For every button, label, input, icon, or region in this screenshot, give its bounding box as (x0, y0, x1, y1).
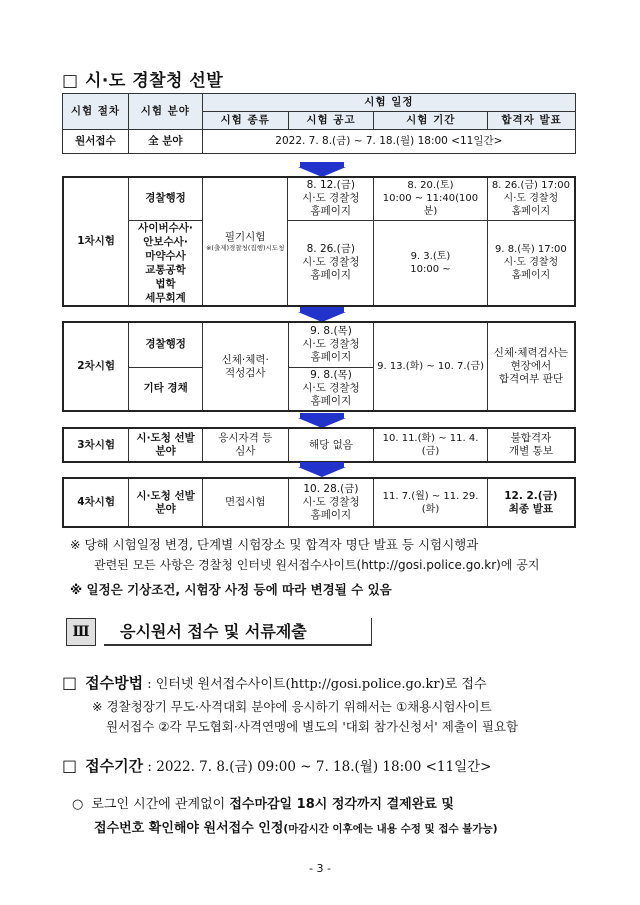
stage4-notice: 10. 28.(금) 시·도 경찰청 홈페이지 (288, 478, 374, 527)
note-1 (70, 535, 590, 575)
stage2-type: 신체·체력· 적성검사 (202, 322, 288, 411)
stage3-period: 10. 11.(화) ~ 11. 4.(금) (374, 428, 488, 462)
page-number: - 3 - (309, 862, 331, 875)
login-paragraph (72, 793, 592, 841)
stage2-field-b: 기타 경채 (129, 367, 203, 411)
method-text: : 인터넷 원서접수사이트(http://gosi.police.go.kr)로 접수 (143, 677, 487, 692)
period-box-icon: □ (62, 756, 78, 775)
stage1-period-a: 8. 20.(토) 10:00 ~ 11:40(100분) (374, 177, 488, 220)
stage3-result: 불합격자 개별 통보 (487, 428, 575, 462)
stage1-type-sub: ※(출제)경찰청(집행)시도청 (205, 243, 285, 252)
section-title: □ 시·도 경찰청 선발 (62, 71, 224, 91)
login-text-b: 접수마감일 18시 정각까지 결제완료 및 (229, 797, 454, 812)
header-notice: 시험 공고 (288, 112, 374, 130)
stage3-table (62, 427, 576, 463)
stage4-type: 면접시험 (202, 478, 288, 527)
stage2-result: 신체·체력검사는 현장에서 합격여부 판단 (487, 322, 575, 411)
header-field: 시험 분야 (128, 94, 202, 130)
method-note-line-1: ※ 경찰청장기 무도·사격대회 분야에 응시하기 위해서는 ①채용시험사이트 (92, 699, 492, 714)
method-box-icon: □ (62, 673, 78, 692)
login-line-1 (72, 793, 592, 817)
stage1-label: 1차시험 (63, 177, 129, 306)
stage2-notice-b: 9. 8.(목) 시·도 경찰청 홈페이지 (288, 367, 374, 411)
stage1-notice-a: 8. 12.(금) 시·도 경찰청 홈페이지 (288, 177, 374, 220)
stage3-field: 시·도청 선발 분야 (129, 428, 203, 462)
method-note-line-2: 원서접수 ②각 무도협회·사격연맹에 별도의 '대회 참가신청서' 제출이 필요함 (106, 719, 519, 734)
header-procedure: 시험 절차 (63, 94, 129, 130)
header-result: 합격자 발표 (488, 112, 576, 130)
application-period: 2022. 7. 8.(금) ~ 7. 18.(월) 18:00 <11일간> (202, 130, 575, 154)
period-line (62, 755, 491, 776)
stage4-table (62, 477, 576, 528)
stage2-field-a: 경찰행정 (129, 322, 203, 367)
stage1-result-b: 9. 8.(목) 17:00 시·도 경찰청 홈페이지 (487, 220, 575, 306)
section-numeral: Ⅲ (66, 618, 96, 646)
stage1-type (202, 177, 288, 306)
stage4-field: 시·도청 선발 분야 (129, 478, 203, 527)
section-3-title: 응시원서 접수 및 서류제출 (104, 618, 372, 646)
login-line-2 (72, 817, 592, 841)
stage2-table (62, 321, 576, 412)
stage4-period: 11. 7.(월) ~ 11. 29.(화) (374, 478, 488, 527)
stage2-label: 2차시험 (63, 322, 129, 411)
stage3-notice: 해당 없음 (288, 428, 374, 462)
note-1-line-1: ※ 당해 시험일정 변경, 단계별 시험장소 및 합격자 명단 발표 등 시험시행과 (70, 537, 479, 552)
note-1-line-2: 관련된 모든 사항은 경찰청 인터넷 원서접수사이트(http://gosi.police.go.kr)에 공지 (94, 558, 540, 572)
stage1-field-b: 사이버수사· 안보수사· 마약수사 교통공학 법학 세무회계 (129, 220, 203, 306)
application-stage: 원서접수 (63, 130, 129, 154)
stage1-period-b: 9. 3.(토) 10:00 ~ (374, 220, 488, 306)
stage1-table (62, 176, 576, 307)
login-text-a: 로그인 시간에 관계없이 (91, 797, 230, 812)
arrow-1 (298, 162, 346, 177)
application-field: 全 분야 (128, 130, 202, 154)
stage1-notice-b: 8. 26.(금) 시·도 경찰청 홈페이지 (288, 220, 374, 306)
header-schedule: 시험 일정 (202, 94, 575, 112)
period-text: : 2022. 7. 8.(금) 09:00 ~ 7. 18.(월) 18:00 <11일간> (143, 759, 492, 775)
stage4-result: 12. 2.(금) 최종 발표 (487, 478, 575, 527)
login-text-d: (마감시간 이후에는 내용 수정 및 접수 불가능) (283, 823, 498, 835)
stage1-result-a: 8. 26.(금) 17:00 시·도 경찰청 홈페이지 (487, 177, 575, 220)
header-period: 시험 기간 (374, 112, 488, 130)
method-note (92, 697, 518, 737)
stage2-notice-a: 9. 8.(목) 시·도 경찰청 홈페이지 (288, 322, 374, 367)
login-text-c: 접수번호 확인해야 원서접수 인정 (94, 821, 284, 836)
arrow-4 (298, 462, 346, 477)
login-bullet: ○ (72, 797, 84, 812)
stage3-type: 응시자격 등 심사 (202, 428, 288, 462)
header-type: 시험 종류 (202, 112, 288, 130)
method-line (62, 672, 487, 693)
stage4-label: 4차시험 (63, 478, 129, 527)
note-2: ※ 일정은 기상조건, 시험장 사정 등에 따라 변경될 수 있음 (70, 582, 392, 597)
arrow-3 (298, 413, 346, 428)
stage2-period: 9. 13.(화) ~ 10. 7.(금) (374, 322, 488, 411)
schedule-header-table (62, 93, 576, 154)
stage1-type-main: 필기시험 (224, 230, 266, 243)
stage3-label: 3차시험 (63, 428, 129, 462)
arrow-2 (298, 307, 346, 322)
period-label: 접수기간 (85, 757, 144, 775)
method-label: 접수방법 (85, 674, 144, 692)
stage1-field-a: 경찰행정 (129, 177, 203, 220)
